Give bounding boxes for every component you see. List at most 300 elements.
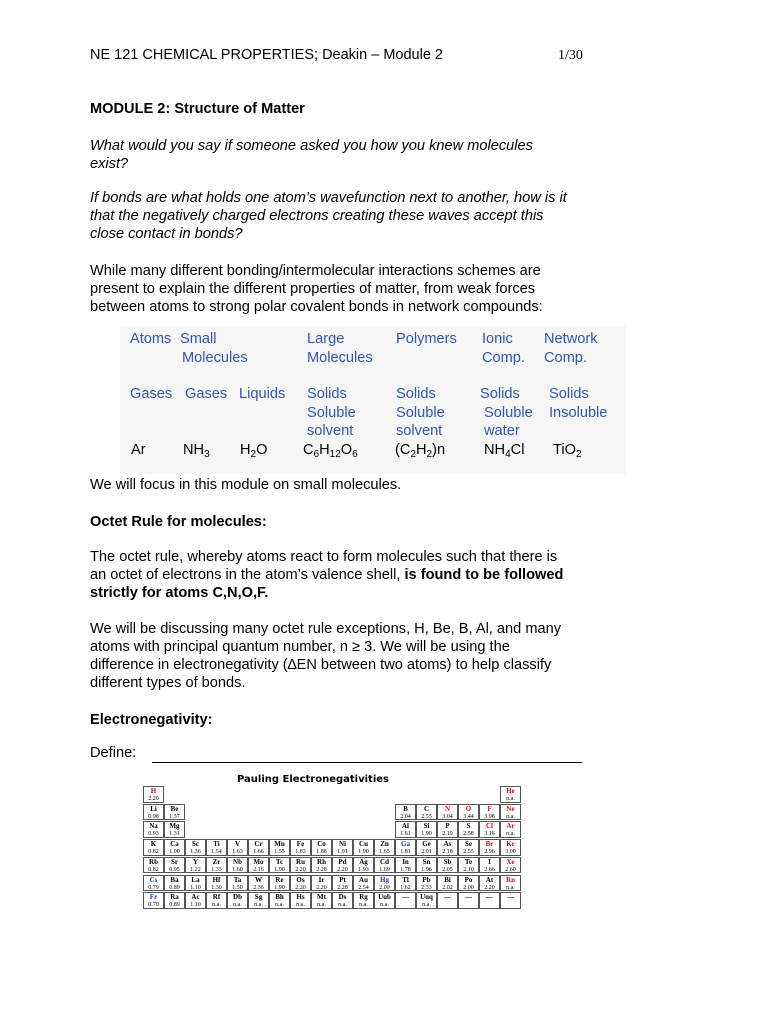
element-electronegativity: 2.20 [316,884,327,891]
element-electronegativity: 2.28 [337,884,348,891]
element-cell [227,839,248,856]
element-electronegativity: 0.93 [148,831,159,838]
element-cell [332,892,353,909]
element-cell [290,875,311,892]
category-network: Network [544,331,598,347]
element-symbol: Xe [506,857,515,866]
category-ionic-comp: Comp. [482,349,525,366]
element-cell [416,875,437,892]
element-electronegativity: 1.10 [190,884,201,891]
element-cell [353,875,374,892]
state-ionic-water: water [484,423,520,439]
element-cell [437,892,458,909]
element-symbol: Se [465,840,472,849]
element-cell [500,804,521,821]
element-symbol: As [443,840,452,849]
element-symbol: Cu [359,840,368,849]
element-electronegativity: 2.33 [421,884,432,891]
element-electronegativity: 1.22 [190,866,201,873]
element-cell [395,875,416,892]
element-electronegativity: 1.63 [232,849,243,856]
element-electronegativity: 1.78 [400,866,411,873]
element-electronegativity: 2.01 [421,849,432,856]
element-electronegativity: 3.16 [484,831,495,838]
element-symbol: V [234,840,241,849]
element-symbol: Re [275,875,284,884]
element-symbol: La [191,875,200,884]
exceptions-paragraph: We will be discussing many octet rule exceptions, H, Be, B, Al, and many atoms with principal quantum number, n ≥ 3. We will be using the difference in electronegativity (∆EN between two atoms) to help classify different types of bonds. [90,621,562,691]
element-symbol: Pd [338,857,347,866]
element-symbol: Mg [169,822,180,831]
element-cell [143,892,164,909]
category-atoms: Atoms [130,331,172,347]
element-cell [143,804,164,821]
element-cell [248,857,269,874]
element-electronegativity: 2.10 [463,866,474,873]
element-electronegativity: 1.62 [400,884,411,891]
element-symbol: Fr [149,893,158,902]
element-symbol: Db [233,893,242,902]
element-cell [437,857,458,874]
element-symbol: Rg [359,893,368,902]
element-cell [500,892,521,909]
element-cell [458,892,479,909]
example-ar: Ar [131,442,146,458]
element-cell [458,804,479,821]
element-cell [185,839,206,856]
element-cell [416,857,437,874]
element-cell [479,839,500,856]
element-cell [206,875,227,892]
element-cell [332,839,353,856]
element-cell [500,857,521,874]
element-electronegativity: 0.79 [148,884,159,891]
element-electronegativity: 1.81 [400,849,411,856]
element-electronegativity: 2.19 [442,831,453,838]
state-small-liquids: Liquids [239,386,286,402]
element-cell [458,839,479,856]
element-symbol: Ni [339,840,346,849]
category-polymers: Polymers [396,331,457,347]
element-cell [164,839,185,856]
octet-heading: Octet Rule for molecules: [90,514,267,530]
intro-paragraph: While many different bonding/intermolecular interactions schemes are present to explain the different properties of matter, from weak forces between atoms to strong polar covalent bonds in network compounds: [90,263,543,315]
element-symbol: In [402,857,409,866]
element-symbol: F [487,804,492,813]
state-network-solids: Solids [549,386,589,402]
element-symbol: Cs [149,875,158,884]
element-electronegativity: 2.00 [379,884,390,891]
element-cell [479,821,500,838]
element-electronegativity: 1.61 [400,831,411,838]
category-large: Large [307,331,345,347]
element-cell [437,821,458,838]
element-cell [269,892,290,909]
element-cell [290,839,311,856]
state-small-gases: Gases [185,386,228,402]
question-bonds: If bonds are what holds one atom’s wavefunction next to another, how is it that the negatively charged electrons creating these waves accept this close contact in bonds? [90,190,567,242]
element-cell [416,892,437,909]
element-symbol: Mo [253,857,264,866]
element-symbol: Ca [170,840,179,849]
octet-paragraph: The octet rule, whereby atoms react to form molecules such that there is an octet of electrons in the atom’s valence shell, is found to be followed strictly for atoms C,N,O,F. [90,549,564,601]
element-symbol: Ac [191,893,200,902]
element-cell [353,839,374,856]
element-electronegativity: n.a. [254,902,263,909]
category-small-molecules: Molecules [182,349,248,366]
element-electronegativity: 1.57 [169,813,180,820]
element-electronegativity: 1.10 [190,902,201,909]
element-symbol: — [444,893,451,902]
element-cell [416,839,437,856]
element-symbol: He [506,787,515,795]
element-cell [395,839,416,856]
element-cell [227,857,248,874]
element-symbol: Ti [213,840,220,849]
element-electronegativity: 1.90 [421,831,432,838]
element-symbol: O [465,804,472,813]
element-cell [164,804,185,821]
element-electronegativity: 2.55 [463,849,474,856]
state-atoms: Gases [130,386,173,402]
periodic-table [143,786,527,948]
element-electronegativity: 1.31 [169,831,180,838]
element-electronegativity: 2.00 [463,884,474,891]
state-polymer-solids: Solids [396,386,436,402]
category-small: Small [180,331,217,347]
define-label: Define: [90,745,137,761]
element-symbol: Mn [274,840,285,849]
element-cell [248,875,269,892]
element-electronegativity: n.a. [506,831,515,838]
element-cell [479,875,500,892]
element-electronegativity: 2.54 [358,884,369,891]
element-cell [185,857,206,874]
element-cell [185,892,206,909]
element-symbol: Ne [506,804,515,813]
element-cell [143,821,164,838]
element-cell [500,821,521,838]
element-symbol: Sc [192,840,199,849]
example-glucose: $C_6H_{12}O_6$ [303,442,358,460]
element-symbol: Ir [318,875,325,884]
element-symbol: S [466,822,471,831]
element-symbol: Zn [380,840,389,849]
element-cell [395,821,416,838]
element-symbol: Co [317,840,326,849]
element-symbol: Au [359,875,368,884]
element-electronegativity: 1.65 [379,849,390,856]
element-symbol: Nb [233,857,242,866]
element-cell [437,804,458,821]
element-cell [311,875,332,892]
element-symbol: Rf [212,893,221,902]
element-cell [437,839,458,856]
element-symbol: Te [464,857,473,866]
element-symbol: Os [296,875,305,884]
element-cell [458,821,479,838]
element-cell [353,857,374,874]
element-electronegativity: 1.83 [295,849,306,856]
example-nh3: $NH_3$ [183,442,210,460]
element-electronegativity: 2.96 [484,849,495,856]
question-molecules-exist: What would you say if someone asked you how you knew molecules exist? [90,138,533,172]
element-symbol: Rn [506,875,515,884]
element-cell [416,821,437,838]
element-symbol: Bi [444,875,451,884]
state-network-insoluble: Insoluble [549,404,608,421]
element-symbol: Hf [212,875,221,884]
element-electronegativity: 0.95 [169,866,180,873]
element-symbol: W [255,875,262,884]
element-symbol: Rh [317,857,326,866]
element-symbol: Tl [402,875,409,884]
element-cell [143,857,164,874]
element-symbol: Be [170,804,179,813]
element-cell [164,857,185,874]
element-cell [206,892,227,909]
element-symbol: Si [423,822,430,831]
element-cell [248,892,269,909]
element-electronegativity: 1.36 [190,849,201,856]
element-electronegativity: 2.04 [400,813,411,820]
element-symbol: Ta [233,875,242,884]
element-symbol: Al [402,822,409,831]
element-cell [416,804,437,821]
element-electronegativity: n.a. [338,902,347,909]
electronegativity-heading: Electronegativity: [90,712,213,728]
element-symbol: Br [485,840,494,849]
element-electronegativity: n.a. [296,902,305,909]
element-cell [206,839,227,856]
element-symbol: Y [192,857,199,866]
element-symbol: H [150,787,157,795]
element-symbol: Cl [486,822,493,831]
focus-line: We will focus in this module on small molecules. [90,477,402,493]
element-symbol: Ag [359,857,368,866]
element-electronegativity: 1.90 [358,849,369,856]
element-cell [458,857,479,874]
element-symbol: Bh [275,893,284,902]
element-symbol: Sb [443,857,452,866]
element-symbol: — [507,893,514,902]
element-electronegativity: 1.93 [358,866,369,873]
example-polyacetylene: $(C_2H_2)n$ [395,442,446,460]
element-cell [479,857,500,874]
element-electronegativity: 3.04 [442,813,453,820]
element-symbol: Pb [422,875,431,884]
element-symbol: Ga [401,840,410,849]
element-electronegativity: n.a. [380,902,389,909]
bonding-types-table [120,326,626,474]
element-symbol: Sr [171,857,178,866]
element-electronegativity: 1.54 [211,849,222,856]
element-electronegativity: 1.55 [274,849,285,856]
define-blank-line [152,762,582,763]
element-electronegativity: 2.66 [484,866,495,873]
element-cell [164,875,185,892]
element-symbol: Tc [275,857,284,866]
element-electronegativity: 2.60 [505,866,516,873]
example-tio2: TiO$_2$ [553,442,582,460]
element-symbol: Ds [338,893,347,902]
element-electronegativity: n.a. [275,902,284,909]
element-electronegativity: 0.89 [169,902,180,909]
document-header: NE 121 CHEMICAL PROPERTIES; Deakin – Module 2 [90,47,443,63]
element-electronegativity: 2.20 [337,866,348,873]
element-symbol: Po [464,875,473,884]
element-cell [458,875,479,892]
element-electronegativity: 1.69 [379,866,390,873]
category-large-molecules: Molecules [307,349,373,366]
element-electronegativity: 1.90 [274,884,285,891]
element-cell [269,857,290,874]
state-polymer-soluble: Soluble [396,404,445,421]
element-cell [311,839,332,856]
element-cell [479,804,500,821]
element-electronegativity: 2.20 [484,884,495,891]
element-symbol: B [403,804,408,813]
element-symbol: — [402,893,409,902]
element-electronegativity: n.a. [359,902,368,909]
element-electronegativity: n.a. [506,884,515,891]
element-symbol: Cd [380,857,389,866]
element-electronegativity: 1.50 [232,884,243,891]
element-symbol: N [444,804,451,813]
element-cell [332,875,353,892]
example-nh4cl: $NH_4Cl$ [484,442,525,460]
element-electronegativity: 1.00 [169,849,180,856]
element-electronegativity: 2.20 [295,866,306,873]
element-symbol: — [486,893,493,902]
periodic-table-title: Pauling Electronegativities [237,774,389,785]
element-symbol: I [488,857,491,866]
element-symbol: P [445,822,450,831]
element-electronegativity: n.a. [212,902,221,909]
element-symbol: Mt [317,893,326,902]
element-cell [248,839,269,856]
state-ionic-soluble: Soluble [484,404,533,421]
element-electronegativity: 2.20 [148,796,159,802]
element-cell [374,839,395,856]
element-symbol: Ba [170,875,179,884]
element-cell [311,857,332,874]
element-symbol: C [423,804,430,813]
element-electronegativity: 1.88 [316,849,327,856]
element-electronegativity: 2.55 [421,813,432,820]
element-symbol: Ra [170,893,179,902]
element-symbol: Hg [380,875,389,884]
state-polymer-solvent: solvent [396,423,443,439]
element-symbol: Zr [212,857,221,866]
element-symbol: Cr [254,840,263,849]
element-electronegativity: 3.44 [463,813,474,820]
element-cell [395,804,416,821]
element-symbol: Sg [254,893,263,902]
element-electronegativity: 1.33 [211,866,222,873]
element-cell [164,892,185,909]
element-electronegativity: n.a. [233,902,242,909]
element-cell [185,875,206,892]
element-symbol: Uub [378,893,391,902]
state-large-soluble: Soluble [307,404,356,421]
element-electronegativity: 0.70 [148,902,159,909]
element-symbol: Rb [149,857,158,866]
element-electronegativity: 1.91 [337,849,348,856]
element-electronegativity: 1.90 [274,866,285,873]
element-electronegativity: 3.00 [505,849,516,856]
element-electronegativity: 2.58 [463,831,474,838]
element-cell [332,857,353,874]
element-electronegativity: 0.82 [148,866,159,873]
element-symbol: Hs [296,893,305,902]
element-cell [395,857,416,874]
element-symbol: Uuq [420,893,433,902]
element-cell [227,892,248,909]
example-h2o: $H_2O$ [240,442,268,460]
element-cell [395,892,416,909]
element-cell [374,875,395,892]
element-cell [437,875,458,892]
element-electronegativity: 2.36 [253,884,264,891]
element-symbol: K [150,840,157,849]
element-electronegativity: 2.05 [442,866,453,873]
element-symbol: Pt [339,875,346,884]
element-symbol: Li [150,804,157,813]
element-cell [311,892,332,909]
element-symbol: Sn [422,857,431,866]
element-symbol: Ar [506,822,515,831]
page-number: 1/30 [558,48,583,63]
element-electronegativity: n.a. [506,796,515,802]
element-cell [374,892,395,909]
element-electronegativity: 2.18 [442,849,453,856]
element-symbol: Fe [296,840,305,849]
element-electronegativity: 2.16 [253,866,264,873]
element-cell [500,875,521,892]
element-symbol: Ru [296,857,305,866]
element-electronegativity: 2.02 [442,884,453,891]
element-electronegativity: n.a. [317,902,326,909]
element-cell [500,786,521,803]
element-cell [479,892,500,909]
element-symbol: At [485,875,494,884]
element-electronegativity: 1.30 [211,884,222,891]
element-cell [143,839,164,856]
element-cell [143,875,164,892]
state-ionic-solids: Solids [480,386,520,402]
element-cell [143,786,164,803]
element-cell [164,821,185,838]
element-electronegativity: 2.20 [295,884,306,891]
element-symbol: — [465,893,472,902]
element-symbol: Ge [422,840,431,849]
state-large-solids: Solids [307,386,347,402]
element-cell [290,892,311,909]
element-cell [290,857,311,874]
element-electronegativity: 0.82 [148,849,159,856]
element-symbol: Kr [506,840,515,849]
element-cell [227,875,248,892]
state-large-solvent: solvent [307,423,354,439]
element-electronegativity: 1.60 [232,866,243,873]
element-electronegativity: n.a. [422,902,431,909]
element-electronegativity: n.a. [506,813,515,820]
element-cell [500,839,521,856]
element-cell [269,839,290,856]
element-cell [353,892,374,909]
element-cell [269,875,290,892]
